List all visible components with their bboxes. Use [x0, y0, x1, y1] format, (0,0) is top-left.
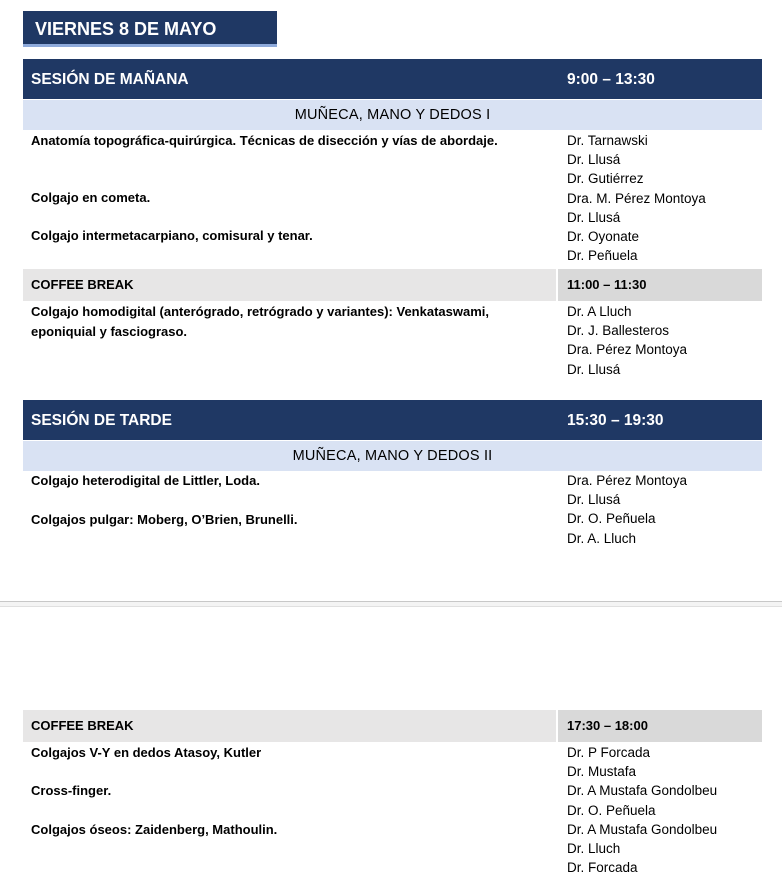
afternoon-session-header: [23, 400, 762, 440]
morning-topic-2: Colgajo en cometa.: [31, 190, 151, 205]
speaker: Dr. J. Ballesteros: [567, 323, 670, 339]
speaker: Dr. O. Peñuela: [567, 802, 656, 818]
coffee-break-label: COFFEE BREAK: [23, 710, 556, 742]
morning-speakers-2: [567, 302, 687, 379]
morning-topic-1: Anatomía topográfica-quirúrgica. Técnicas de disección y vías de abordaje.: [31, 133, 498, 148]
morning-subtitle: MUÑECA, MANO Y DEDOS I: [294, 107, 491, 123]
afternoon-topic-3: Colgajos V-Y en dedos Atasoy, Kutler: [31, 745, 262, 760]
speaker: Dra. Pérez Montoya: [567, 342, 688, 358]
afternoon-topic-5: Colgajos óseos: Zaidenberg, Mathoulin.: [31, 822, 278, 837]
morning-session-title: SESIÓN DE MAÑANA: [31, 71, 189, 88]
morning-session-header: [23, 59, 762, 99]
speaker: Dr. Gutiérrez: [567, 171, 644, 187]
afternoon-session-title: SESIÓN DE TARDE: [31, 412, 172, 429]
morning-topic-3: Colgajo intermetacarpiano, comisural y tenar.: [31, 228, 313, 243]
morning-subtitle-bar: [23, 100, 762, 130]
speaker: Dr. A. Lluch: [567, 530, 637, 546]
afternoon-topic-1: Colgajo heterodigital de Littler, Loda.: [31, 473, 260, 488]
speaker: Dr. P Forcada: [567, 745, 651, 760]
speaker: Dr. Llusá: [567, 361, 621, 377]
morning-coffee-break: [23, 269, 762, 301]
afternoon-speakers-2: [567, 743, 717, 877]
speaker: Dra. M. Pérez Montoya: [567, 190, 706, 206]
speaker: Dr. Forcada: [567, 860, 638, 876]
afternoon-speakers: [567, 471, 687, 548]
speaker: Dr. A Lluch: [567, 304, 632, 319]
speaker: Dr. Oyonate: [567, 229, 640, 245]
afternoon-coffee-break: [23, 710, 762, 742]
morning-session-time: 9:00 – 13:30: [567, 71, 655, 88]
page-break: [0, 601, 782, 607]
speaker: Dr. Tarnawski: [567, 133, 648, 148]
speaker: Dr. Lluch: [567, 841, 621, 857]
afternoon-topic-4: Cross-finger.: [31, 783, 112, 798]
coffee-break-time: 17:30 – 18:00: [558, 710, 762, 742]
coffee-break-label: COFFEE BREAK: [23, 269, 556, 301]
speaker: Dr. Llusá: [567, 492, 621, 508]
coffee-break-time: 11:00 – 11:30: [558, 269, 762, 301]
afternoon-subtitle-bar: [23, 441, 762, 471]
speaker: Dr. Mustafa: [567, 764, 637, 780]
morning-speakers: [567, 131, 706, 265]
afternoon-topic-2: Colgajos pulgar: Moberg, O’Brien, Brunelli.: [31, 512, 298, 527]
afternoon-subtitle: MUÑECA, MANO Y DEDOS II: [292, 448, 493, 464]
speaker: Dr. A Mustafa Gondolbeu: [567, 821, 718, 837]
morning-topic-4: Colgajo homodigital (anterógrado, retrógrado y variantes): Venkataswami, eponiquial y fasciograso.: [31, 304, 489, 339]
speaker: Dr. O. Peñuela: [567, 511, 656, 527]
speaker: Dr. A Mustafa Gondolbeu: [567, 783, 718, 799]
speaker: Dr. Llusá: [567, 152, 621, 168]
speaker: Dr. Llusá: [567, 209, 621, 225]
day-title: VIERNES 8 DE MAYO: [23, 11, 277, 47]
speaker: Dr. Peñuela: [567, 248, 638, 264]
speaker: Dra. Pérez Montoya: [567, 473, 688, 488]
afternoon-session-time: 15:30 – 19:30: [567, 412, 664, 429]
